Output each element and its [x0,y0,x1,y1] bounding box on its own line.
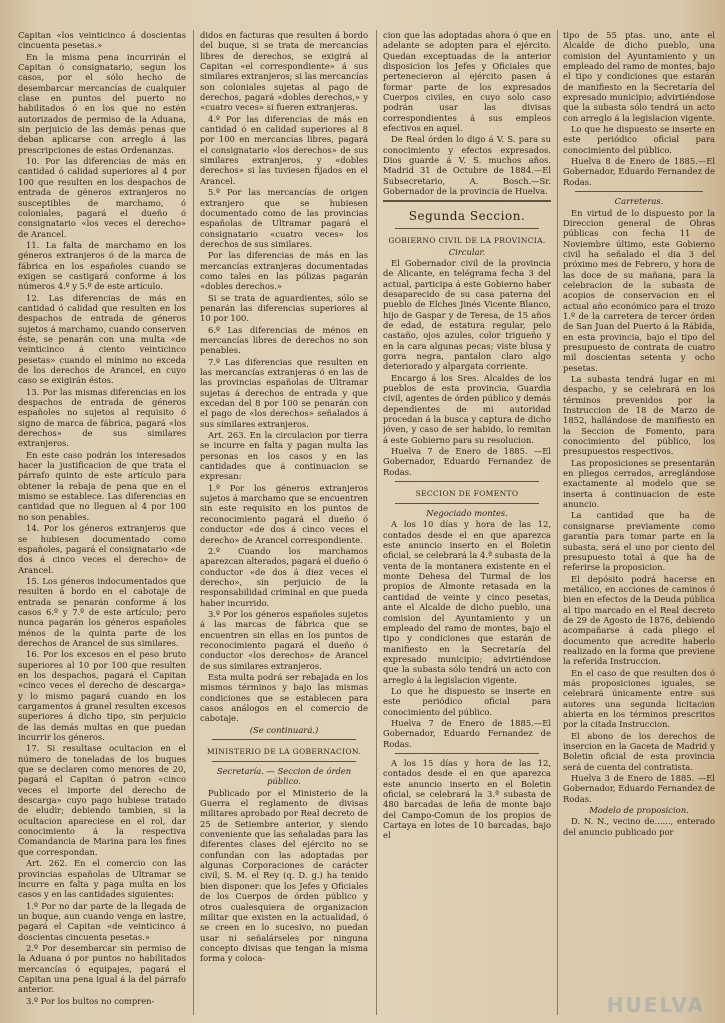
paragraph: Si se trata de aguardientes, sólo se penarán las diferencias superiores al 10 por 100. [200,292,368,324]
paragraph: 13. Por las mismas diferencias en los despachos de entrada de géneros españoles no sujetos al requisito ó signo de marca de fábrica, pagará «los derechos» de sus similares extranjeros. [18,386,186,449]
divider [212,761,356,762]
column-2 [200,30,368,1015]
paragraph: 16. Por los excesos en el peso bruto superiores al 10 por 100 que resulten en los despachos, pagará el Capitan «cinco veces el derecho de descarga» y lo mismo pagará cuando en los cargamentos á granel resulten excesos superiores á dicho tipo, sin perjuicio de las demás multas en que puedan incurrir los géneros. [18,649,186,743]
divider [212,739,356,740]
paragraph: 4.º Por las diferencias de más en cantidad ó en calidad superiores al 8 por 100 en mercancías libres, pagará el consignatario «los derechos» de sus similares extranjeros, y «dobles derechos» si las tuviesen fijados en el Arancel. [200,113,368,186]
paragraph: 10. Por las diferencias de más en cantidad ó calidad superiores al 4 por 100 que resulten en los despachos de entrada de géneros extranjeros no susceptibles de marchamo, ó coloniales, pagará el dueño ó consignatario «los veces el derecho» de Arancel. [18,156,186,239]
column-1 [18,30,186,1015]
paragraph: 5.º Por las mercancías de origen extranjero que se hubiesen documentado como de las provincias españolas de Ultramar pagará el consignatario «cuatro veces» los derechos de sus similares. [200,187,368,249]
paragraph: Encargo á los Sres. Alcaldes de los pueblos de esta provincia, Guardia civil, agentes de órden público y demás dependientes de mi autoridad procedan á la busca y captura de dicho jóven, y caso de ser habido, lo remitan á este Gobierno para su resolucion. [383,372,551,445]
paragraph: El Gobernador civil de la provincia de Alicante, en telégrama fecha 3 del actual, participa á este Gobierno haber desaparecido de su casa paterna del pueblo de Elches Jinés Vicente Blanco, hijo de Gaspar y de Teresa, de 15 años de edad, de estatura regular, pelo castaño, ojos azules, color trigueño y en la cara algunas pecas; viste blusa y gorra negra, pantalon claro algo deteriorado y alpargata corriente. [383,257,551,372]
paragraph: didos en facturas que resulten á bordo del buque, si se trata de mercancías libres de derechos, se exigirá al Capitan «el correspondiente» á sus similares extranjeros; si las mercancías son coloniales sujetas al pago de derechos, pagará «dobles derechos,» y «cuatro veces» si fueren extranjeras. [200,30,368,113]
divider [395,228,539,229]
paragraph: Esta multa podrá ser rebajada en los mismos términos y bajo las mismas condiciones que se establecen para casos análogos en el comercio de cabotaje. [200,671,368,724]
paragraph: A los 15 días y hora de las 12, contados desde el en que aparezca este anuncio inserto en el Boletin oficial, se celebrará la 3.ª subasta de 480 barcadas de leña de monte bajo del Campo-Comun de los propios de Cartaya en lotes de 10 barcadas, bajo el [383,757,551,841]
signature: Huelva 7 de Enero de 1885. —El Gobernador, Eduardo Fernandez de Rodas. [383,446,551,477]
divider [395,503,539,504]
paragraph: cion que las adoptadas ahora ó que en adelante se adopten para el ejército. Quedan exceptuadas de la anterior disposicion los Jefes y Oficiales que pertenecieron al ejército pasen á formar parte de los expresados Cuerpos civiles, en cuyo solo caso podrán usar las divisas correspondientes á sus empleos efectivos en aquel. [383,30,551,134]
paragraph: 7.º Las diferencias que resulten en las mercancías extranjeras ó en las de las provincias españolas de Ultramar sujetas á derechos de entrada y que excedan del 8 por 100 se penarán con el pago de «los derechos» señalados á sus similares extranjeros. [200,356,368,429]
divider [395,753,539,754]
signature: Huelva 3 de Enero de 1885. —El Gobernador, Eduardo Fernandez de Rodas. [563,773,715,804]
column-divider [193,30,194,1015]
paragraph: En este caso podrán los interesados hacer la justificacion de que trata el párrafo quinto de este artículo para obtener la rebaja de pena que en el mismo se establece. Las diferencias en cantidad que no lleguen al 4 por 100 no son penables. [18,449,186,522]
section-heading-fomento: SECCION DE FOMENTO [415,489,519,499]
subheading: Secretaría. — Seccion de órden público. [216,766,352,787]
paragraph: 3.º Por los géneros españoles sujetos á las marcas de fábrica que se encuentren sin ellas en los puntos de reconocimiento pagará el dueño ó conductor «los derechos» de Arancel de sus similares extranjeros. [200,608,368,671]
paragraph: 1.º Por los géneros extranjeros sujetos á marchamo que se encuentren sin este requisito en los puntos de reconocimiento pagará el dueño ó conductor «de dos á cinco veces el derecho» de Arancel correspondiente. [200,482,368,545]
paragraph: En la misma pena incurrirán el Capitan ó consignatario, segun los casos, por el sólo hecho de desembarcar mercancías de cualquier clase en puntos del puerto no habilitados ó en los que no estén autorizados de permiso de la Aduana, sin perjuicio de las demás penas que deban aplicarse con arreglo á las prescripciones de estas Ordenanzas. [18,51,186,155]
paragraph: 3.º Por los bultos no compren- [26,995,155,1006]
paragraph: Publicado por el Ministerio de la Guerra el reglamento de divisas militares aprobado por Real decreto de 25 de Setiembre anterior, y siendo conveniente que las señaladas para las diferentes clases del ejército no se confundan con las adoptadas por algunas Corporaciones de carácter civil, S. M. el Rey (q. D. g.) ha tenido bien disponer: que los Jefes y Oficiales de los Cuerpos de órden público y otros cualesquiera de organizacion militar que existen en la actualidad, ó se creen en lo sucesivo, no puedan usar ni señalárseles por ninguna concepto divisas que tengan la misma forma y coloca- [200,787,368,964]
subheading: Negociado montes. [426,508,508,519]
section-heading-ministerio: MINISTERIO DE LA GOBERNACION. [206,747,362,757]
paragraph: tipo de 55 ptas. uno, ante el Alcalde de dicho pueblo, una comision del Ayuntamiento y un empleado del ramo de montes, bajo el tipo y condiciones que estarán de manifiesto en la Secretaría del expresado municipio; advirtiéndose que la subasta sólo tendrá un acto con arreglo á la legislacion vigente. [563,30,715,123]
paragraph: Por las diferencias de más en las mercancías extranjeras documentadas como tales en las pólizas pagarán «dobles derechos.» [200,250,368,292]
paragraph: D. N. N., vecino de......, enterado del anuncio publicado por [563,816,715,837]
paragraph: 2.º Cuando los marchamos aparezcan alterados, pagará el dueño ó conductor «de dos á diez veces el derecho», sin perjuicio de la responsabilidad criminal en que pueda haber incurrido. [200,545,368,608]
column-3 [383,30,551,1015]
paragraph: En el caso de que resulten dos ó más proposiciones iguales, se celebrará únicamente entre sus autores una segunda licitacion abierta en los términos prescritos por la citada Instruccion. [563,667,715,730]
signature: Huelva 8 de Enero de 1885.—El Gobernador, Eduardo Fernandez de Rodas. [563,156,715,187]
paragraph: En virtud de lo dispuesto por la Direccion general de Obras públicas con fecha 11 de Noviembre último, este Gobierno civil ha señalado el dia 3 del próximo mes de Febrero, y hora de las doce de su mañana, para la celebracion de la subasta de acopios de conservacion en el actual año económico para el trozo 1.º de la carretera de tercer órden de San Juan del Puerto á la Rábida, en esta provincia, bajo el tipo del presupuesto de contrata de cuatro mil doscientas setenta y ocho pesetas. [563,207,715,373]
paragraph: La cantidad que ha de consignarse previamente como garantía para tomar parte en la subasta, será el uno por ciento del presupuesto total á que ha de referirse la proposicion. [563,510,715,573]
paragraph: 11. La falta de marchamo en los géneros extranjeros ó de la marca de fábrica en los españoles cuando se exigen se castigará conforme á los números 4.º y 5.º de este artículo. [18,239,186,292]
subheading: Modelo de proposicion. [589,805,689,816]
divider [383,200,551,202]
section-heading-gobierno-civil: GOBIERNO CIVIL DE LA PROVINCIA. [388,235,546,245]
paragraph: Capitan «los veinticinco á doscientas cincuenta pesetas.» [18,30,186,51]
paragraph: Las proposiciones se presentarán en pliegos cerrados, arreglándose exactamente al modelo que se inserta á continuacion de este anuncio. [563,457,715,510]
paragraph: De Real órden lo digo á V. S. para su conocimiento y efectos expresados. Dios guarde á V. S. muchos años. Madrid 31 de Octubre de 1884.—El Subsecretario, A. Bosch.—Sr. Gobernador de la provincia de Huelva. [383,134,551,197]
paragraph: Lo que he dispuesto se inserte en este periódico oficial para conocimiento del público. [563,124,715,155]
signature: Huelva 7 de Enero de 1885.—El Gobernador, Eduardo Fernandez de Rodas. [383,717,551,749]
subheading: Circular. [448,246,486,257]
section-heading-segunda: Segunda Seccion. [408,208,526,223]
column-4 [563,30,715,1015]
paragraph: Lo que he dispuesto se inserte en este periódico oficial para conocimiento del público. [383,685,551,717]
paragraph: 14. Por los géneros extranjeros que se hubiesen documentado como españoles, pagará el consignatario «de dos á cinco veces el derecho» de Arancel. [18,523,186,575]
paragraph: 6.º Las diferencias de ménos en mercancías libres de derechos no son penables. [200,324,368,356]
paragraph: 17. Si resultase ocultacion en el número de toneladas de los buques que se declaren como menores de 20, pagará el Capitan ó patron «cinco veces el importe del derecho de descarga» cuyo pago hubiese tratado de eludir; debiendo tambien, si la ocultacion apareciese en el rol, dar conocimiento á la respectiva Comandancia de Marina para los fines que correspondan. [18,743,186,857]
column-divider [557,30,558,1015]
paragraph: El depósito podrá hacerse en metálico, en acciones de caminos ó bien en efectos de la Deuda pública al tipo marcado en el Real decreto de 29 de Agosto de 1876, debiendo acompañarse á cada pliego el documento que acredite haberlo realizado en la forma que previene la referida Instruccion. [563,573,715,667]
paragraph: El abono de los derechos de insercion en la Gaceta de Madrid y Boletin oficial de esta provincia será de cuenta del contratista. [563,730,715,772]
paragraph: 1.º Por no dar parte de la llegada de un buque, aun cuando venga en lastre, pagará el Capitan «de veinticinco á doscientas cincuenta pesetas.» [18,900,186,942]
paragraph: Art. 262. En el comercio con las provincias españolas de Ultramar se incurre en falta y paga multa en los casos y en las cantidades siguientes: [18,858,186,900]
paragraph: 15. Los géneros indocumentados que resulten á bordo en el cabotaje de entrada se penarán conforme á los casos 6.º y 7.º de este artículo; pero nunca pagarán los géneros españoles ménos de la quinta parte de los derechos de Arancel de sus similares. [18,575,186,648]
continuation-note: (Se continuará.) [249,724,319,735]
library-watermark: HUELVA [606,993,705,1017]
paragraph: La subasta tendrá lugar en mi despacho, y se celebrará en los términos prevenidos por la Instruccion de 18 de Marzo de 1852, hallándose de manifiesto en la Seccion de Fomento, para conocimiento del público, los presupuestos respectivos. [563,374,715,457]
paragraph: A los 10 días y hora de las 12, contados desde el en que aparezca este anuncio inserto en el Boletin oficial, se celebrará la 4.ª subasta de la venta de la montanera existente en el monte Dehesa del Turmal de los propios de Almonte retasada en la cantidad de veinte y cinco pesetas, ante el Alcalde de dicho pueblo, una comision del Ayuntamiento y un empleado del ramo de montes, bajo el tipo y condiciones que estarán de manifiesto en la Secretaría del expresado municipio; advirtiéndose que la subasta sólo tendrá un acto con arreglo á la legislacion vigente. [383,519,551,685]
divider [575,191,703,192]
divider [395,481,539,482]
paragraph: 12. Las diferencias de más en cantidad ó calidad que resulten en los despachos de entrada de géneros sujetos á marchamo, cuando conserven éste, se penarán con una multa «de veinticinco á ciento veinticinco pesetas» cuando el mínimo no exceda de los derechos de Arancel, en cuyo caso se exigirán éstos. [18,292,186,386]
paragraph: Art. 263. En la circulacion por tierra se incurre en falta y pagan multa las personas en los casos y en las cantidades que á continuacion se expresan: [200,430,368,482]
subheading: Carreteras. [614,196,664,207]
paragraph: 2.º Por desembarcar sin permiso de la Aduana ó por puntos no habilitados mercancías ó equipajes, pagará el Capitan una pena igual á la del párrafo anterior. [18,942,186,995]
column-divider [376,30,377,1015]
